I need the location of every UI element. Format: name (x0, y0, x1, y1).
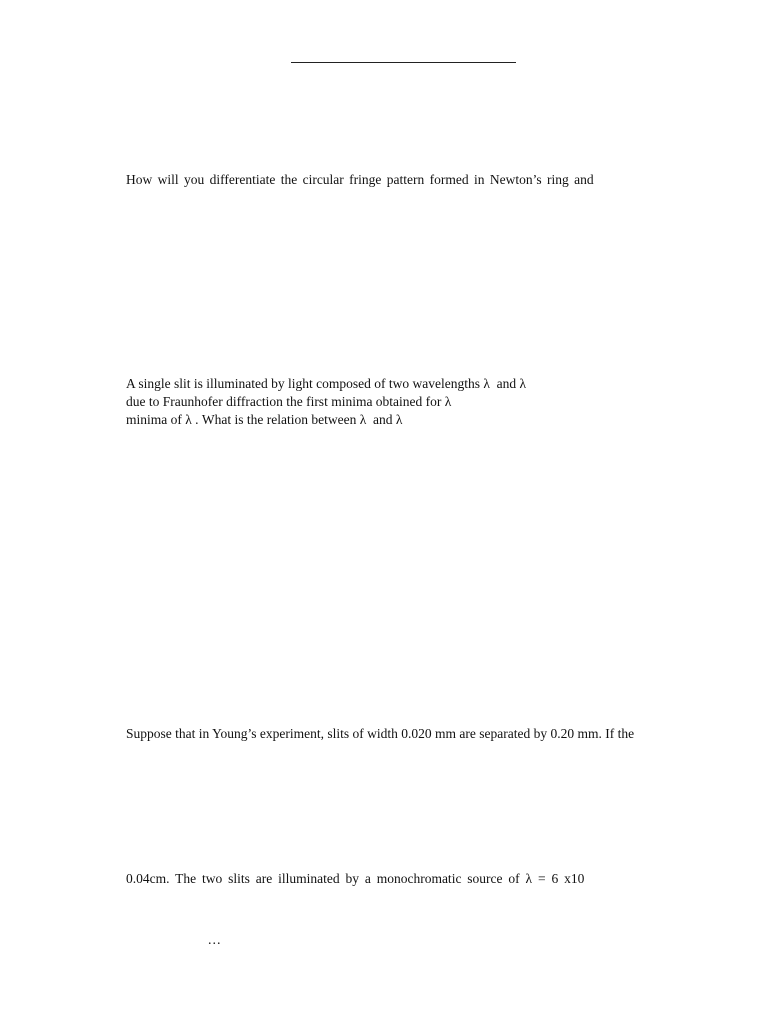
question-single-slit-line-2: due to Fraunhofer diffraction the first minima obtained for λ (126, 394, 452, 409)
question-single-slit-line-3: minima of λ . What is the relation between λ and λ (126, 412, 403, 427)
title-underline (291, 62, 516, 63)
question-single-slit-line-1: A single slit is illuminated by light composed of two wavelengths λ and λ (126, 376, 527, 391)
question-youngs-experiment: Suppose that in Young’s experiment, slits of width 0.020 mm are separated by 0.20 mm. If the (126, 726, 635, 741)
question-newtons-rings: How will you differentiate the circular fringe pattern formed in Newton’s ring and (126, 172, 594, 187)
question-two-slits: 0.04cm. The two slits are illuminated by a monochromatic source of λ = 6 x10 (126, 871, 585, 886)
ellipsis: ... (208, 933, 222, 948)
